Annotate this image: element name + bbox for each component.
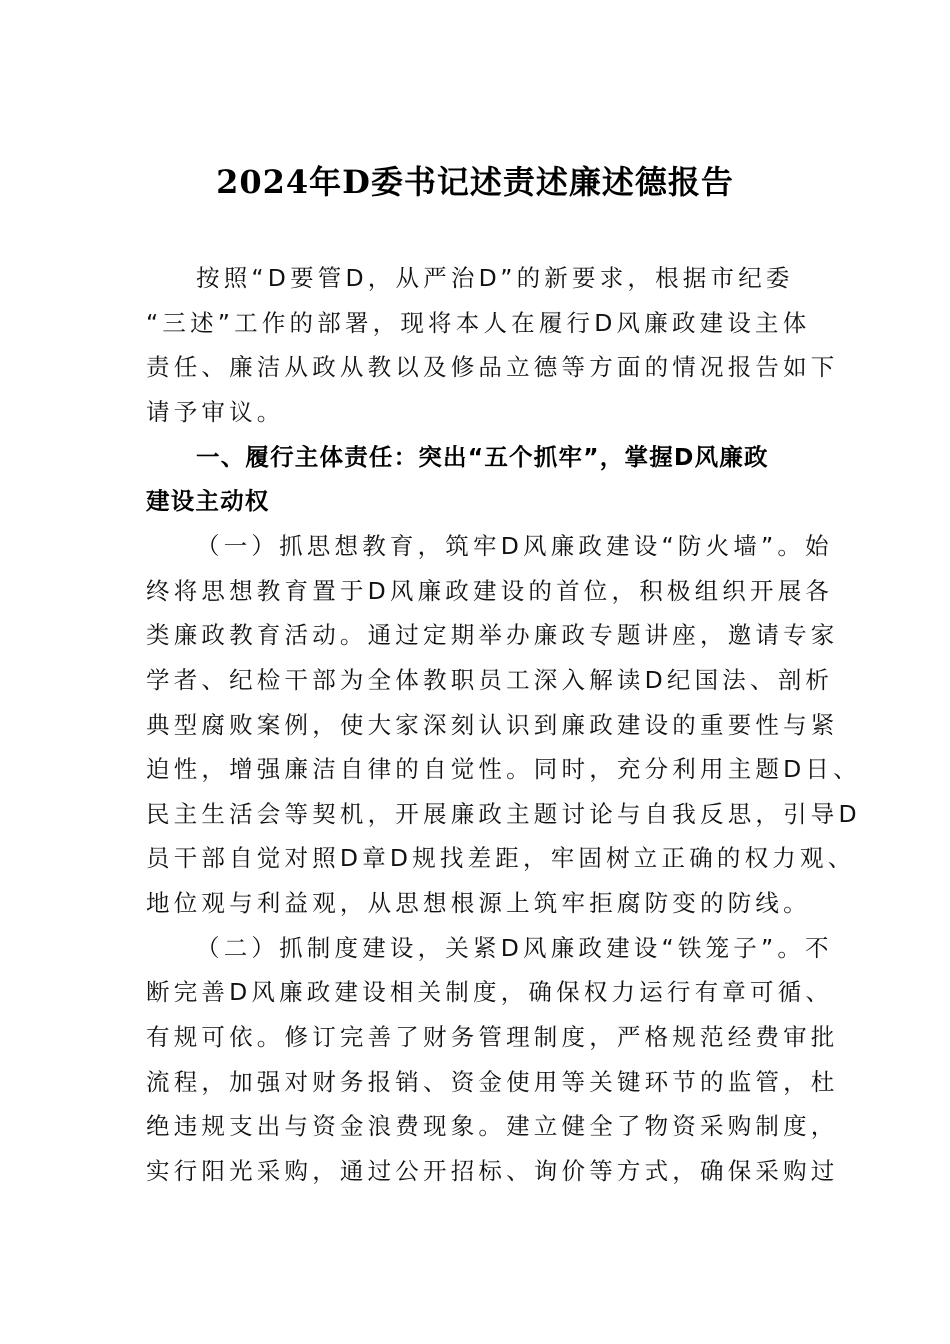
document-title: 2024年D委书记述责述廉述德报告 <box>216 163 734 201</box>
paragraph-line: 员干部自觉对照D章D规找差距，牢固树立正确的权力观、 <box>146 844 856 872</box>
paragraph-line: 迫性，增强廉洁自律的自觉性。同时，充分利用主题D日、 <box>146 755 861 783</box>
paragraph-line: （一）抓思想教育，筑牢D风廉政建设“防火墙”。始 <box>196 532 833 560</box>
paragraph-line: 典型腐败案例，使大家深刻认识到廉政建设的重要性与紧 <box>146 711 839 739</box>
paragraph-line: 流程，加强对财务报销、资金使用等关键环节的监管，杜 <box>146 1068 839 1096</box>
section-heading-line: 建设主动权 <box>146 487 270 515</box>
paragraph-line: 责任、廉洁从政从教以及修品立德等方面的情况报告如下 <box>146 353 839 381</box>
paragraph-line: 有规可依。修订完善了财务管理制度，严格规范经费审批 <box>146 1023 839 1051</box>
paragraph-line: 类廉政教育活动。通过定期举办廉政专题讲座，邀请专家 <box>146 621 839 649</box>
paragraph-line: 民主生活会等契机，开展廉政主题讨论与自我反思，引导D <box>146 800 861 828</box>
paragraph-line: 实行阳光采购，通过公开招标、询价等方式，确保采购过 <box>146 1157 839 1185</box>
paragraph-line: （二）抓制度建设，关紧D风廉政建设“铁笼子”。不 <box>196 934 833 962</box>
paragraph-line: 学者、纪检干部为全体教职员工深入解读D纪国法、剖析 <box>146 666 834 694</box>
paragraph-line: 地位观与利益观，从思想根源上筑牢拒腐防变的防线。 <box>146 889 811 917</box>
paragraph-line: 终将思想教育置于D风廉政建设的首位，积极组织开展各 <box>146 577 834 605</box>
paragraph-line: 请予审议。 <box>146 398 285 426</box>
paragraph-line: 绝违规支出与资金浪费现象。建立健全了物资采购制度， <box>146 1112 839 1140</box>
paragraph-line: 断完善D风廉政建设相关制度，确保权力运行有章可循、 <box>146 978 834 1006</box>
paragraph-line: “三述”工作的部署，现将本人在履行D风廉政建设主体 <box>146 309 811 337</box>
paragraph-line: 按照“D要管D，从严治D”的新要求，根据市纪委 <box>196 264 794 292</box>
section-heading-line: 一、履行主体责任：突出“五个抓牢”，掌握D风廉政 <box>196 443 769 471</box>
